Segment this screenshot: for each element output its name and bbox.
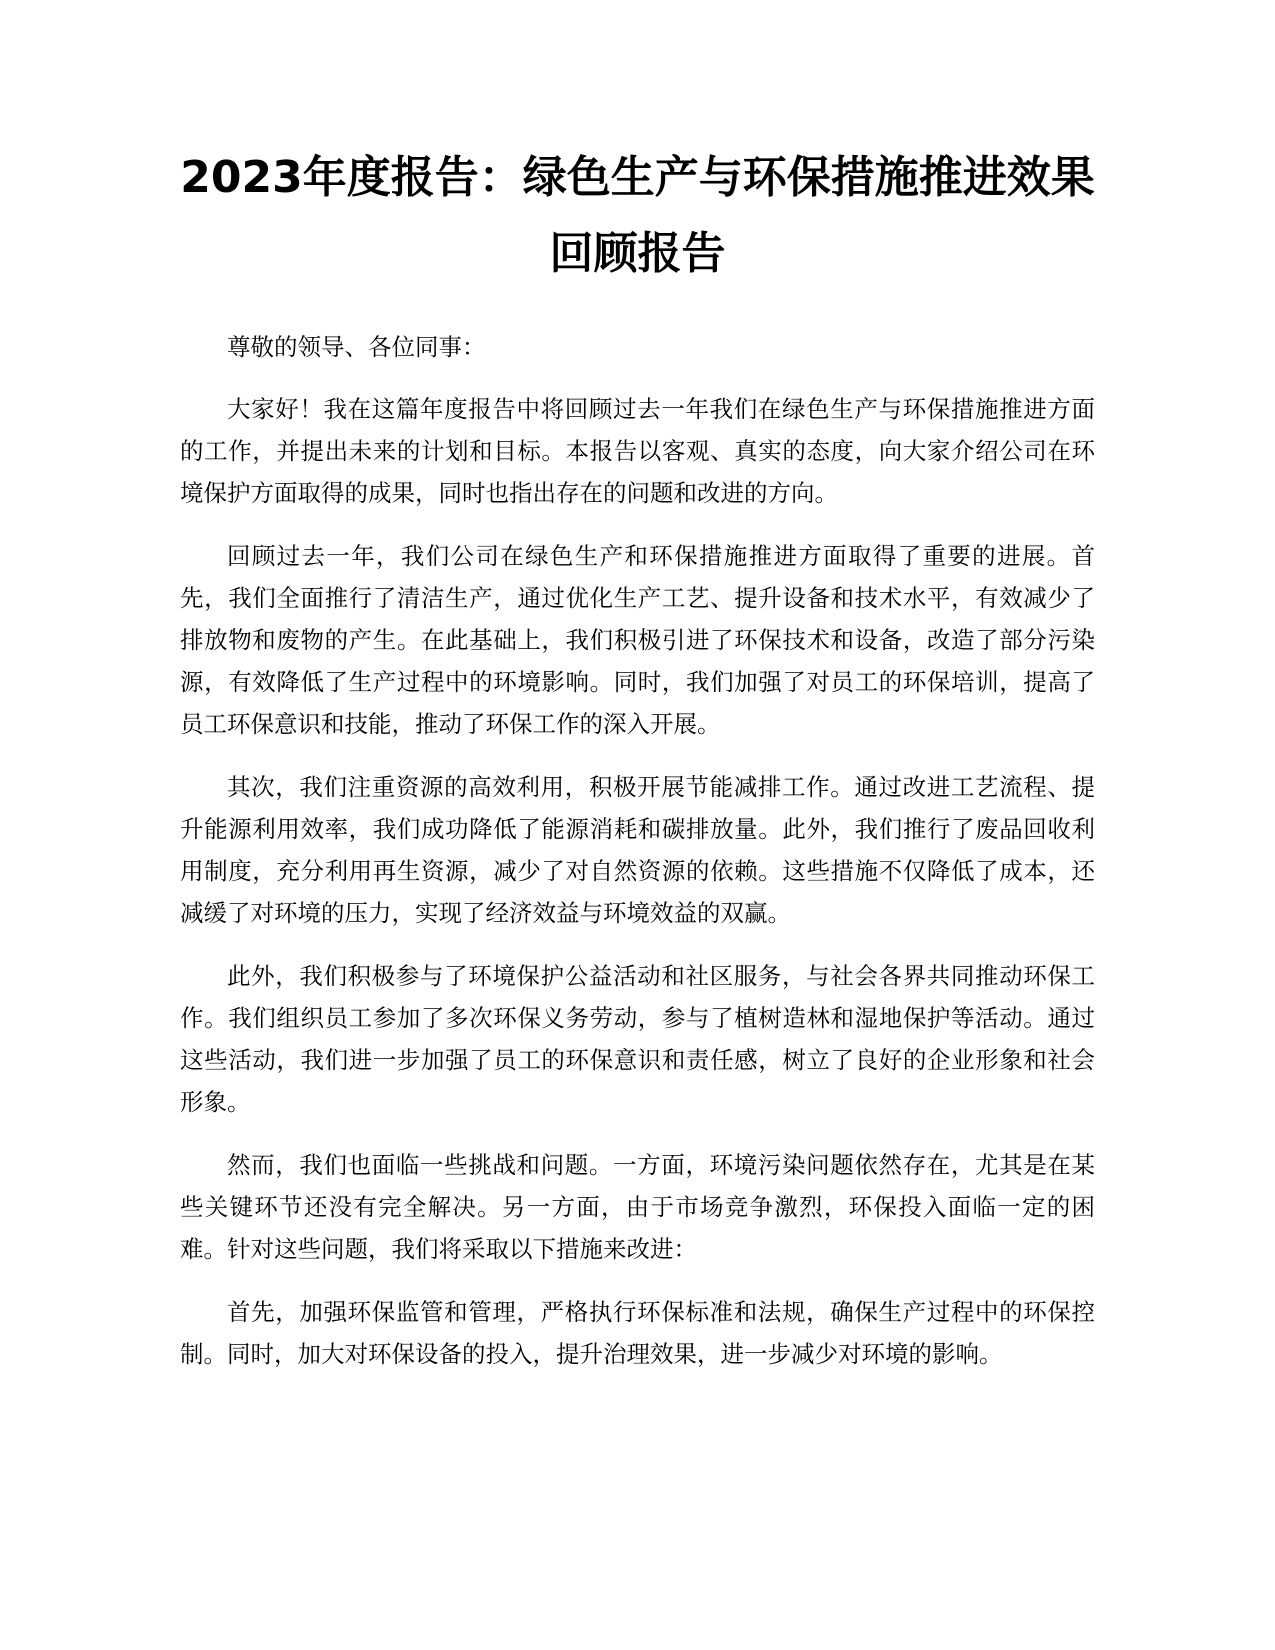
salutation: 尊敬的领导、各位同事： [227, 333, 486, 361]
document-title: 2023年度报告：绿色生产与环保措施推进效果回顾报告 [180, 152, 1095, 279]
paragraph-6: 首先，加强环保监管和管理，严格执行环保标准和法规，确保生产过程中的环保控制。同时，加大对环保设备的投入，提升治理效果，进一步减少对环境的影响。 [180, 1298, 1095, 1368]
document-page [180, 140, 1095, 1396]
paragraph-1: 大家好！我在这篇年度报告中将回顾过去一年我们在绿色生产与环保措施推进方面的工作，并提出未来的计划和目标。本报告以客观、真实的态度，向大家介绍公司在环境保护方面取得的成果，同时也指出存在的问题和改进的方向。 [180, 395, 1095, 507]
paragraph-4: 此外，我们积极参与了环境保护公益活动和社区服务，与社会各界共同推动环保工作。我们组织员工参加了多次环保义务劳动，参与了植树造林和湿地保护等活动。通过这些活动，我们进一步加强了员工的环保意识和责任感，树立了良好的企业形象和社会形象。 [180, 962, 1095, 1116]
paragraph-5: 然而，我们也面临一些挑战和问题。一方面，环境污染问题依然存在，尤其是在某些关键环节还没有完全解决。另一方面，由于市场竞争激烈，环保投入面临一定的困难。针对这些问题，我们将采取以下措施来改进： [180, 1151, 1095, 1263]
paragraph-2: 回顾过去一年，我们公司在绿色生产和环保措施推进方面取得了重要的进展。首先，我们全面推行了清洁生产，通过优化生产工艺、提升设备和技术水平，有效减少了排放物和废物的产生。在此基础上，我们积极引进了环保技术和设备，改造了部分污染源，有效降低了生产过程中的环境影响。同时，我们加强了对员工的环保培训，提高了员工环保意识和技能，推动了环保工作的深入开展。 [180, 542, 1095, 738]
paragraph-3: 其次，我们注重资源的高效利用，积极开展节能减排工作。通过改进工艺流程、提升能源利用效率，我们成功降低了能源消耗和碳排放量。此外，我们推行了废品回收利用制度，充分利用再生资源，减少了对自然资源的依赖。这些措施不仅降低了成本，还减缓了对环境的压力，实现了经济效益与环境效益的双赢。 [180, 773, 1095, 927]
